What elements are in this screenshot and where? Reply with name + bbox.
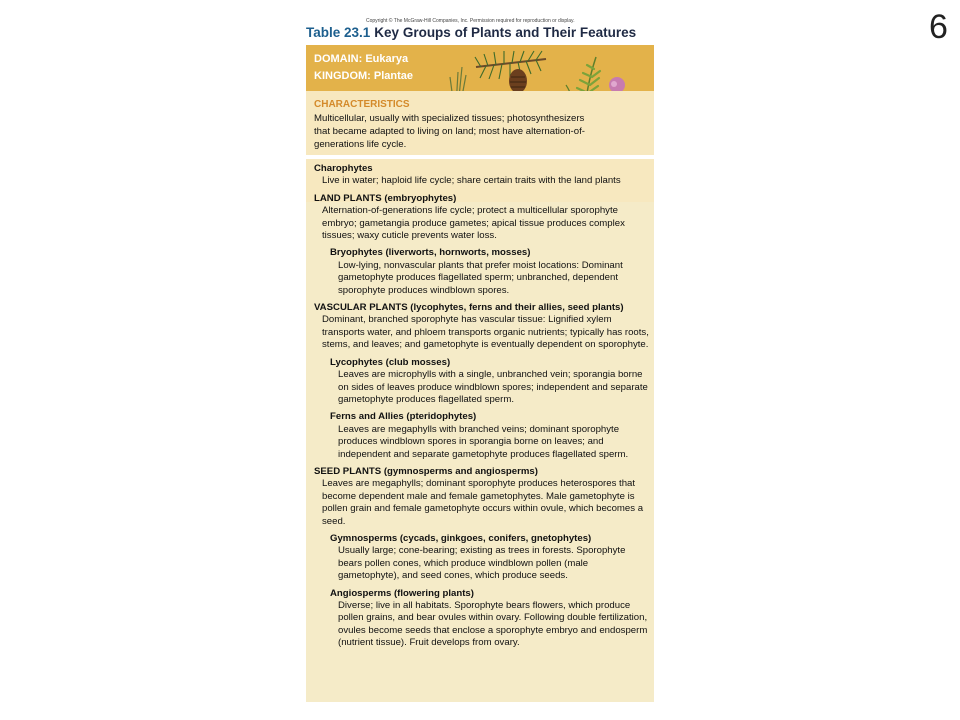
land-plants-text: Alternation-of-generations life cycle; protect a multicellular sporophyte embryo; gametangia produce gametes; apical tissue produces complex tissues; waxy cuticle prevents water loss.: [322, 205, 625, 242]
page-number: 6: [929, 8, 948, 46]
section-divider: [306, 155, 654, 159]
gymnosperms-heading: Gymnosperms (cycads, ginkgoes, conifers, gnetophytes): [330, 532, 592, 544]
vascular-plants-text: Dominant, branched sporophyte has vascular tissue: Lignified xylem transports water, and phloem transports organic nutrients; typically has roots, stems, and leaves; and gametophyte is eventually dependent on sporophyte.: [322, 314, 649, 351]
table-body: [314, 163, 650, 650]
angiosperms-heading: Angiosperms (flowering plants): [330, 587, 474, 599]
seed-plants-heading: SEED PLANTS (gymnosperms and angiosperms): [314, 465, 538, 477]
seed-plants-text: Leaves are megaphylls; dominant sporophyte produces heterospores that become dependent male and female gametophytes. Male gametophyte is pollen grain and female gametophyte occurs within ovule, which becomes a seed.: [322, 478, 644, 527]
table-number: Table 23.1: [306, 25, 371, 40]
ferns-heading: Ferns and Allies (pteridophytes): [330, 411, 477, 423]
lycophytes-text: Leaves are microphylls with a single, unbranched vein; sporangia borne on sides of leaves produce windblown spores; independent and separate gametophyte produces flagellated sperm.: [338, 369, 648, 405]
table-title: [306, 25, 636, 40]
charophytes-text: Live in water; haploid life cycle; share certain traits with the land plants: [322, 175, 621, 187]
characteristics-text: Multicellular, usually with specialized tissues; photosynthesizers that became adapted to living on land; most have alternation-of-generations life cycle.: [314, 113, 585, 151]
vascular-plants-heading: VASCULAR PLANTS (lycophytes, ferns and their allies, seed plants): [314, 302, 624, 314]
table-title-text: Key Groups of Plants and Their Features: [374, 25, 637, 40]
domain-label: DOMAIN: Eukarya: [314, 53, 409, 65]
characteristics-title: CHARACTERISTICS: [314, 99, 410, 110]
gymnosperms-text: Usually large; cone-bearing; existing as trees in forests. Sporophyte bears pollen cones, which produce windblown pollen (male gametophyte), and seed cones, which produce seeds.: [338, 545, 626, 582]
kingdom-label: KINGDOM: Plantae: [314, 70, 414, 82]
copyright-notice: Copyright © The McGraw-Hill Companies, Inc. Permission required for reproduction or display.: [366, 18, 575, 24]
angiosperms-text: Diverse; live in all habitats. Sporophyte bears flowers, which produce pollen grains, and bear ovules within ovary. Following double fertilization, ovules become seeds that enclose a sporophyte embryo and endosperm (nutrient tissue). Fruit develops from ovary.: [338, 600, 648, 649]
land-plants-heading: LAND PLANTS (embryophytes): [314, 192, 457, 204]
bryophytes-heading: Bryophytes (liverworts, hornworts, mosses): [330, 247, 531, 259]
charophytes-heading: Charophytes: [314, 163, 373, 174]
ferns-text: Leaves are megaphylls with branched veins; dominant sporophyte produces windblown spores in sporangia borne on leaves; and independent and separate gametophyte produces flagellated sperm.: [338, 423, 629, 460]
bryophytes-text: Low-lying, nonvascular plants that prefer moist locations: Dominant gametophyte produces flagellated sperm; unbranched, dependent sporophyte produces windblown spores.: [338, 259, 623, 296]
pine-branch-illustration: [475, 51, 546, 93]
table-panel: [306, 45, 654, 702]
lycophytes-heading: Lycophytes (club mosses): [330, 356, 451, 368]
